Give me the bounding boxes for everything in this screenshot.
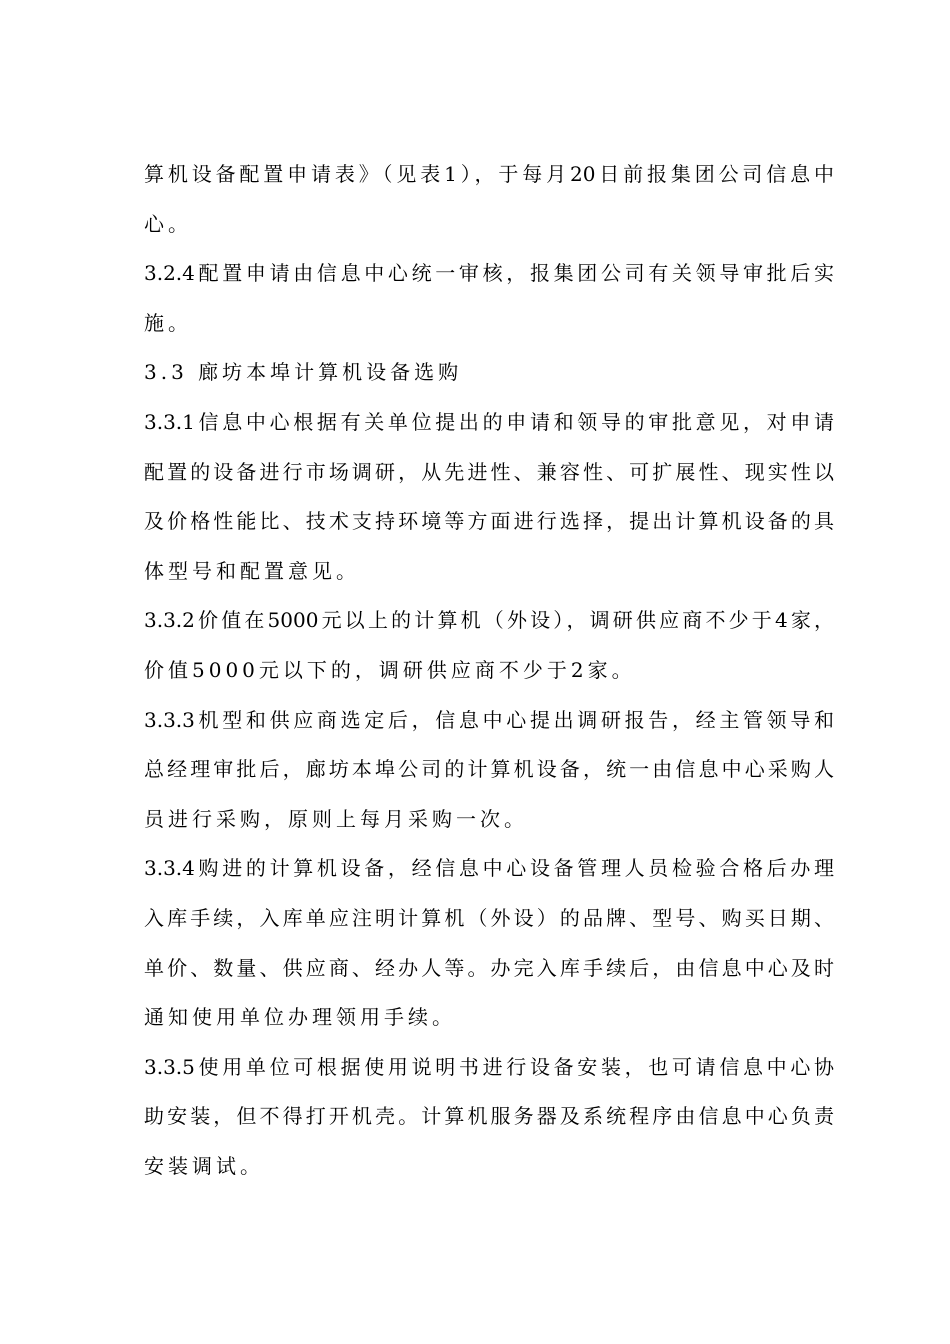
text-line: 心。: [144, 211, 192, 236]
text-line: 单价、数量、供应商、经办人等。办完入库手续后，由信息中心及时: [144, 955, 834, 980]
text-line: 3.2.4配置申请由信息中心统一审核，报集团公司有关领导审批后实: [144, 261, 834, 286]
text-line: 3.3.5使用单位可根据使用说明书进行设备安装，也可请信息中心协: [144, 1054, 834, 1079]
text-line: 施。: [144, 310, 192, 335]
text-line: 3.3.4购进的计算机设备，经信息中心设备管理人员检验合格后办理: [144, 856, 834, 881]
text-line: 3.3.3机型和供应商选定后，信息中心提出调研报告，经主管领导和: [144, 707, 834, 732]
document-body: [144, 150, 834, 1191]
text-line: 及价格性能比、技术支持环境等方面进行选择，提出计算机设备的具: [144, 509, 834, 534]
text-line: 员进行采购，原则上每月采购一次。: [144, 806, 528, 831]
text-line: 通知使用单位办理领用手续。: [144, 1005, 456, 1030]
text-line: 总经理审批后，廊坊本埠公司的计算机设备，统一由信息中心采购人: [144, 757, 834, 782]
text-line: 配置的设备进行市场调研，从先进性、兼容性、可扩展性、现实性以: [144, 459, 834, 484]
text-line: 价值5000元以下的，调研供应商不少于2家。: [144, 657, 636, 682]
text-line: 3.3 廊坊本埠计算机设备选购: [144, 360, 463, 385]
text-line: 安装调试。: [144, 1153, 264, 1178]
text-line: 算机设备配置申请表》（见表1），于每月20日前报集团公司信息中: [144, 162, 834, 186]
text-line: 助安装，但不得打开机壳。计算机服务器及系统程序由信息中心负责: [144, 1104, 834, 1129]
text-line: 入库手续，入库单应注明计算机（外设）的品牌、型号、购买日期、: [144, 905, 834, 930]
text-line: 3.3.2价值在5000元以上的计算机（外设），调研供应商不少于4家，: [144, 608, 834, 633]
text-line: 体型号和配置意见。: [144, 558, 360, 583]
text-line: 3.3.1信息中心根据有关单位提出的申请和领导的审批意见，对申请: [144, 409, 834, 434]
